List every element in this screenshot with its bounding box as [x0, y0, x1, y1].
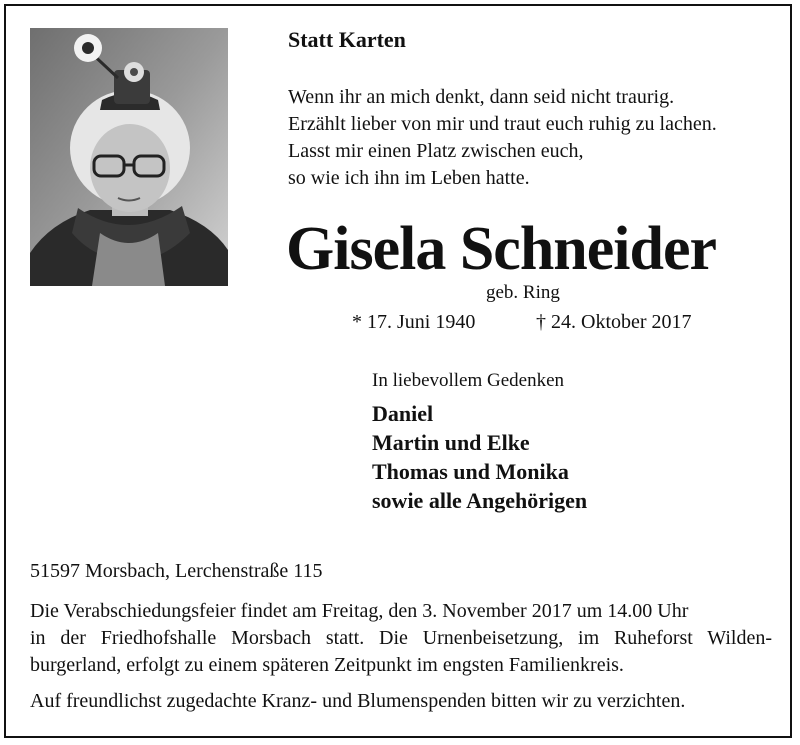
poem-line: Lasst mir einen Platz zwischen euch, [288, 140, 584, 162]
maiden-name: geb. Ring [486, 282, 560, 303]
poem-line: Erzählt lieber von mir und traut euch ruhig zu lachen. [288, 113, 717, 135]
poem [288, 84, 717, 192]
ceremony-line: in der Friedhofshalle Morsbach statt. Die Urnenbeisetzung, im Ruheforst Wilden- [30, 627, 772, 649]
notice-heading: Statt Karten [288, 27, 406, 52]
mourner-name: Thomas und Monika [372, 459, 569, 484]
poem-line: Wenn ihr an mich denkt, dann seid nicht traurig. [288, 86, 675, 108]
flowers-note: Auf freundlichst zugedachte Kranz- und Blumenspenden bitten wir zu verzichten. [30, 690, 686, 712]
mourner-name: Martin und Elke [372, 430, 530, 455]
ceremony-line: Die Verabschiedungsfeier findet am Freitag, den 3. November 2017 um 14.00 Uhr [30, 600, 689, 622]
death-date: † 24. Oktober 2017 [536, 311, 692, 333]
portrait-photo [30, 28, 228, 286]
ceremony-line: burgerland, erfolgt zu einem späteren Zeitpunkt im engsten Familienkreis. [30, 654, 624, 676]
mourners-list [372, 399, 587, 515]
portrait-photo-icon [30, 28, 228, 286]
poem-line: so wie ich ihn im Leben hatte. [288, 167, 530, 189]
deceased-name: Gisela Schneider [286, 215, 717, 283]
mourner-name: sowie alle Angehörigen [372, 488, 588, 513]
ceremony-info [30, 598, 772, 679]
family-address: 51597 Morsbach, Lerchenstraße 115 [30, 560, 323, 582]
memory-intro: In liebevollem Gedenken [372, 370, 565, 391]
mourner-name: Daniel [372, 401, 434, 426]
birth-date: * 17. Juni 1940 [352, 311, 476, 333]
